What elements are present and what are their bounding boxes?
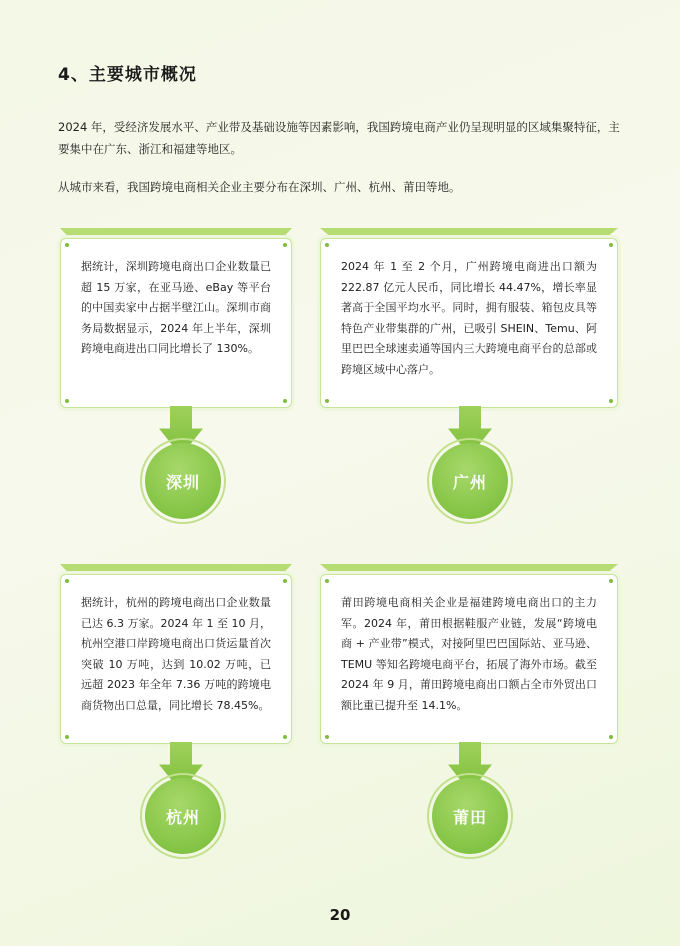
city-badge-hangzhou: 杭州 <box>145 778 221 854</box>
page-number: 20 <box>329 906 351 924</box>
corner-dot <box>325 735 329 739</box>
corner-dot <box>325 579 329 583</box>
city-badge-shenzhen: 深圳 <box>145 443 221 519</box>
corner-dot <box>283 399 287 403</box>
card-text: 据统计，杭州的跨境电商出口企业数量已达 6.3 万家。2024 年 1 至 10 月，杭州空港口岸跨境电商出口货运量首次突破 10 万吨，达到 10.02 万吨，已远超 2023 年全年 7.36 万吨的跨境电商货物出口总量，同比增长 78.45%。 <box>81 596 271 712</box>
card-body <box>60 574 292 744</box>
card-tab <box>60 228 292 238</box>
card-tab <box>320 564 618 574</box>
corner-dot <box>325 399 329 403</box>
corner-dot <box>65 243 69 247</box>
city-badge-guangzhou: 广州 <box>432 443 508 519</box>
city-card-hangzhou <box>60 564 292 744</box>
corner-dot <box>609 735 613 739</box>
corner-dot <box>283 735 287 739</box>
distribution-paragraph: 从城市来看，我国跨境电商相关企业主要分布在深圳、广州、杭州、莆田等地。 <box>58 180 461 194</box>
corner-dot <box>65 735 69 739</box>
card-text: 2024 年 1 至 2 个月，广州跨境电商进出口额为 222.87 亿元人民币，同比增长 44.47%，增长率显著高于全国平均水平。同时，拥有服装、箱包皮具等特色产业带集群的广州，已吸引 SHEIN、Temu、阿里巴巴全球速卖通等国内三大跨境电商平台的总部或跨境区域中心落户。 <box>341 260 597 376</box>
city-card-guangzhou <box>320 228 618 408</box>
card-body <box>60 238 292 408</box>
corner-dot <box>325 243 329 247</box>
intro-paragraph: 2024 年，受经济发展水平、产业带及基础设施等因素影响，我国跨境电商产业仍呈现明显的区域集聚特征，主要集中在广东、浙江和福建等地区。 <box>58 120 620 156</box>
city-card-shenzhen <box>60 228 292 408</box>
corner-dot <box>283 579 287 583</box>
corner-dot <box>65 399 69 403</box>
card-body <box>320 238 618 408</box>
corner-dot <box>65 579 69 583</box>
city-card-putian <box>320 564 618 744</box>
corner-dot <box>609 579 613 583</box>
card-tab <box>60 564 292 574</box>
card-body <box>320 574 618 744</box>
corner-dot <box>609 243 613 247</box>
corner-dot <box>609 399 613 403</box>
card-tab <box>320 228 618 238</box>
section-title: 4、主要城市概况 <box>58 65 197 85</box>
city-badge-putian: 莆田 <box>432 778 508 854</box>
corner-dot <box>283 243 287 247</box>
card-text: 莆田跨境电商相关企业是福建跨境电商出口的主力军。2024 年，莆田根据鞋服产业链，发展“跨境电商 + 产业带”模式，对接阿里巴巴国际站、亚马逊、TEMU 等知名跨境电商平台，拓展了海外市场。截至 2024 年 9 月，莆田跨境电商出口额占全市外贸出口额比重已提升至 14.1%。 <box>341 596 597 712</box>
card-text: 据统计，深圳跨境电商出口企业数量已超 15 万家，在亚马逊、eBay 等平台的中国卖家中占据半壁江山。深圳市商务局数据显示，2024 年上半年，深圳跨境电商进出口同比增长了 130%。 <box>81 260 271 355</box>
